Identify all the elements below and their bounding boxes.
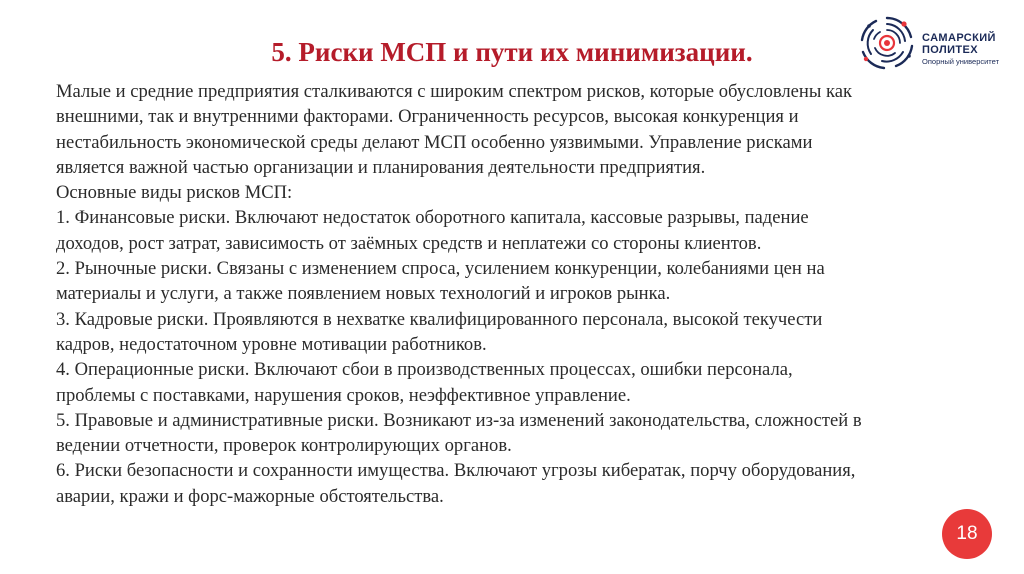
risk-item-line: 5. Правовые и административные риски. Возникают из-за изменений законодательства, сложностей в [56, 409, 862, 431]
logo-subtitle: Опорный университет [922, 57, 1000, 66]
samara-polytech-logo-icon [856, 12, 918, 74]
risk-item-line: кадров, недостаточном уровне мотивации работников. [56, 333, 487, 355]
risk-item-line: 4. Операционные риски. Включают сбои в производственных процессах, ошибки персонала, [56, 359, 793, 381]
risk-item-line: 3. Кадровые риски. Проявляются в нехватке квалифицированного персонала, высокой текучести [56, 308, 823, 330]
risk-item-line: 1. Финансовые риски. Включают недостаток оборотного капитала, кассовые разрывы, падение [56, 207, 809, 229]
intro-line: нестабильность экономической среды делают МСП особенно уязвимыми. Управление рисками [56, 131, 813, 153]
logo-name-line2: ПОЛИТЕХ [922, 44, 979, 56]
page-number-badge: 18 [942, 509, 992, 559]
risk-item-line: 6. Риски безопасности и сохранности имущества. Включают угрозы кибератак, порчу оборудования, [56, 460, 856, 482]
slide-body [56, 79, 996, 509]
risk-item-line: материалы и услуги, а также появлением новых технологий и игроков рынка. [56, 283, 671, 305]
risk-item-line: 2. Рыночные риски. Связаны с изменением спроса, усилением конкуренции, колебаниями цен на [56, 258, 825, 280]
list-heading: Основные виды рисков МСП: [56, 182, 293, 204]
logo-text [922, 32, 999, 67]
slide-title: 5. Риски МСП и пути их минимизации. [271, 37, 753, 67]
risk-item-line: аварии, кражи и форс-мажорные обстоятельства. [56, 485, 444, 507]
logo-name-line1: САМАРСКИЙ [922, 32, 996, 44]
intro-line: Малые и средние предприятия сталкиваются с широким спектром рисков, которые обусловлены как [56, 81, 853, 102]
risk-item-line: доходов, рост затрат, зависимость от заёмных средств и неплатежи со стороны клиентов. [56, 232, 762, 254]
intro-line: внешними, так и внутренними факторами. Ограниченность ресурсов, высокая конкуренция и [56, 106, 799, 128]
risk-item-line: проблемы с поставками, нарушения сроков, неэффективное управление. [56, 384, 631, 406]
risk-item-line: ведении отчетности, проверок контролирующих органов. [56, 435, 512, 457]
intro-line: является важной частью организации и планирования деятельности предприятия. [56, 156, 706, 178]
